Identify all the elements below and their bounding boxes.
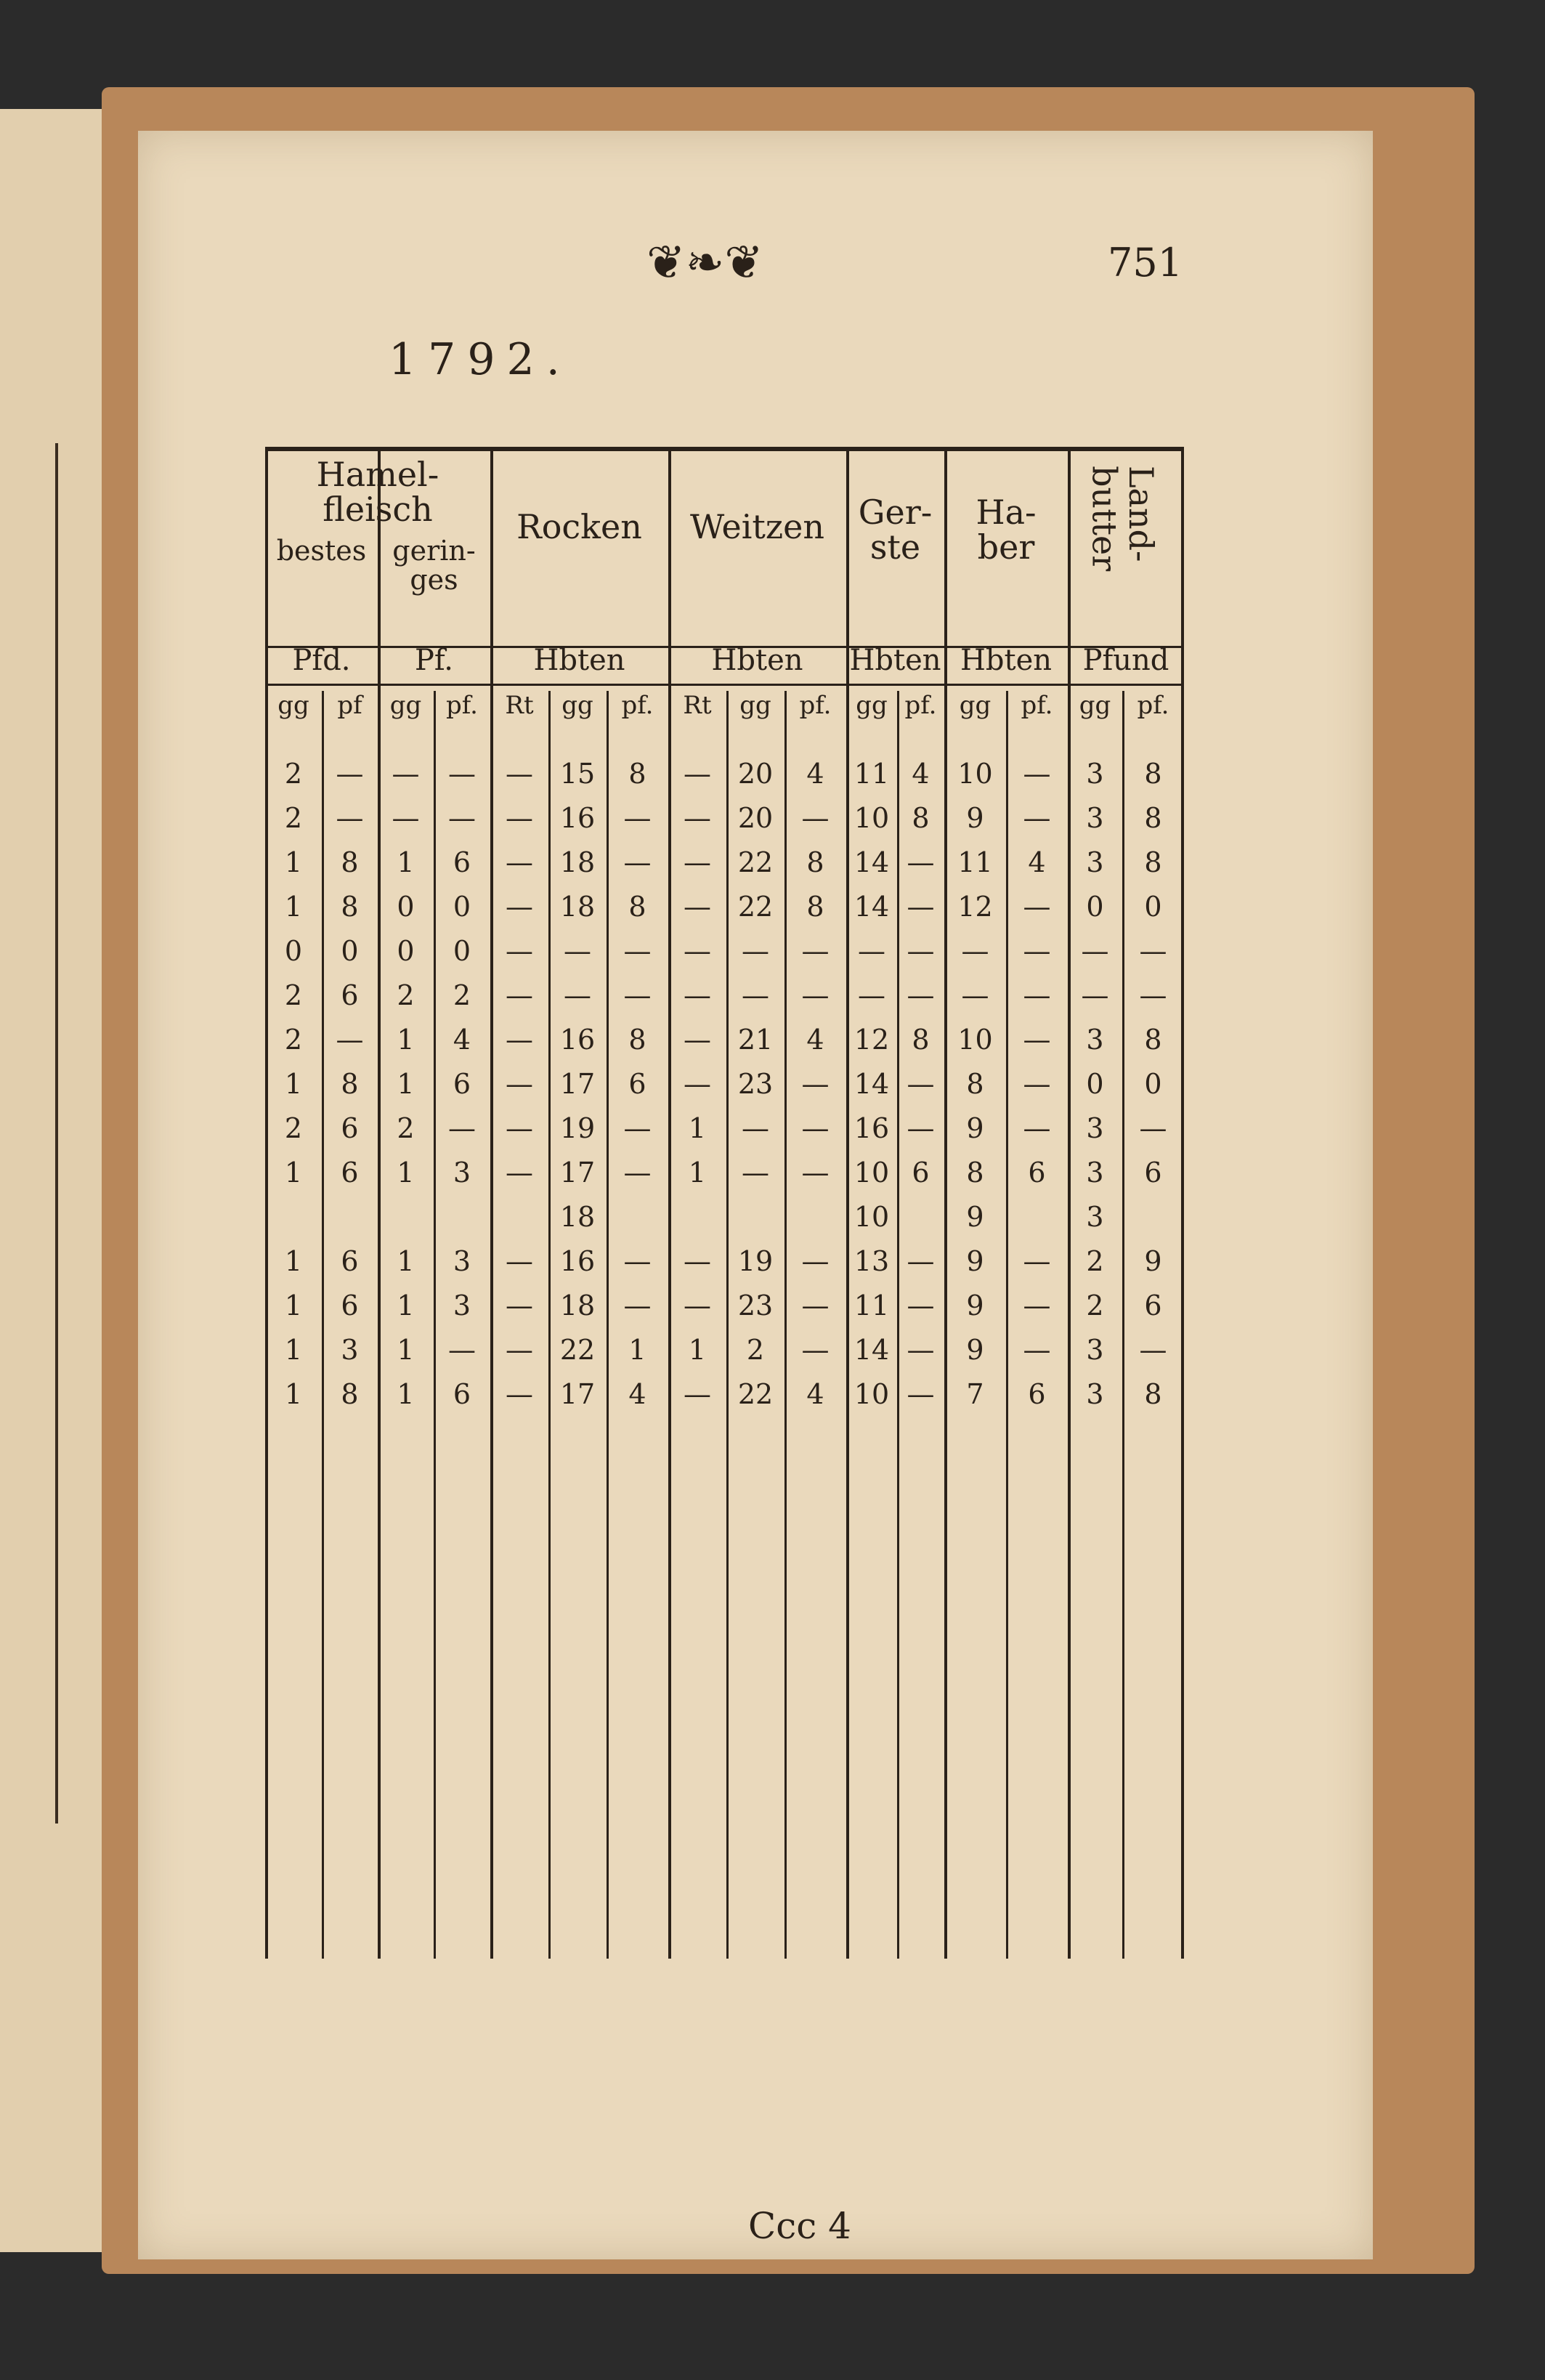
table-cell: 10	[853, 1378, 890, 1410]
table-cell: 7	[966, 1378, 984, 1410]
table-cell: —	[1023, 1245, 1051, 1277]
table-cell: 8	[628, 891, 646, 923]
table-cell: —	[907, 1068, 935, 1100]
table-cell: 1	[397, 846, 415, 878]
table-cell: 1	[397, 1157, 415, 1189]
table-cell	[784, 1196, 846, 1238]
table-cell: —	[801, 1334, 830, 1366]
table-cell: —	[1023, 802, 1051, 834]
table-cell: 1	[397, 1378, 415, 1410]
table-cell: —	[801, 1112, 830, 1144]
unit-hamel-pfd: Pfd.	[292, 644, 351, 677]
table-cell: 2	[746, 1334, 765, 1366]
table-cell: 18	[559, 1290, 596, 1321]
table-cell: 14	[853, 846, 890, 878]
header-rocken: Rocken	[516, 507, 642, 546]
table-cell: 0	[1144, 1068, 1162, 1100]
table-cell: 1	[284, 1334, 303, 1366]
table-cell: 0	[1086, 891, 1104, 923]
table-cell: 8	[341, 1378, 359, 1410]
table-cell: —	[623, 846, 652, 878]
table-cell: 6	[453, 1378, 471, 1410]
column-unit-5: gg	[561, 691, 593, 720]
table-cell: 4	[453, 1024, 471, 1056]
table-cell: 11	[853, 1290, 890, 1321]
header-hamel-geringes: gerin- ges	[392, 535, 476, 596]
table-cell: —	[1023, 1068, 1051, 1100]
table-cell: —	[336, 1024, 364, 1056]
table-cell: —	[623, 802, 652, 834]
column-unit-1: pf	[337, 691, 362, 720]
table-cell: 22	[737, 846, 774, 878]
table-cell: 3	[1086, 1378, 1104, 1410]
table-cell: 8	[628, 758, 646, 790]
table-cell: 3	[1086, 802, 1104, 834]
table-cell: 10	[853, 1201, 890, 1233]
table-cell: —	[907, 979, 935, 1011]
table-cell: 14	[853, 891, 890, 923]
table-cell: 9	[1144, 1245, 1162, 1277]
column-unit-12: gg	[959, 691, 992, 720]
table-cell: 8	[912, 1024, 930, 1056]
table-cell: 3	[1086, 846, 1104, 878]
column-unit-6: pf.	[621, 691, 654, 720]
table-cell: 0	[453, 935, 471, 967]
table-cell: 8	[1144, 1024, 1162, 1056]
table-cell: —	[684, 1378, 711, 1410]
table-cell: —	[742, 1157, 769, 1189]
table-cell: 8	[341, 846, 359, 878]
table-cell: —	[448, 758, 476, 790]
table-cell: —	[801, 1157, 830, 1189]
table-cell: 22	[559, 1334, 596, 1366]
table-cell	[1006, 1196, 1068, 1238]
table-cell: 1	[397, 1245, 415, 1277]
table-cell: —	[623, 1157, 652, 1189]
table-cell: —	[742, 935, 769, 967]
column-unit-0: gg	[277, 691, 309, 720]
table-cell: 6	[1028, 1157, 1046, 1189]
table-cell: 3	[341, 1334, 359, 1366]
table-cell: 2	[284, 802, 303, 834]
table-cell: 3	[1086, 1201, 1104, 1233]
table-cell: 8	[806, 846, 824, 878]
table-cell: —	[506, 935, 533, 967]
table-cell: 0	[397, 935, 415, 967]
table-cell: —	[506, 1245, 533, 1277]
table-cell: 8	[1144, 758, 1162, 790]
table-cell: 6	[1028, 1378, 1046, 1410]
table-cell: 1	[284, 1157, 303, 1189]
table-cell: 1	[688, 1334, 707, 1366]
table-cell: 1	[397, 1068, 415, 1100]
table-cell: —	[907, 891, 935, 923]
table-cell: 0	[1086, 1068, 1104, 1100]
table-cell: 4	[1028, 846, 1046, 878]
table-cell: 1	[284, 891, 303, 923]
table-cell: 8	[341, 1068, 359, 1100]
table-cell: —	[684, 1245, 711, 1277]
table-cell: —	[1023, 1334, 1051, 1366]
table-cell: 17	[559, 1068, 596, 1100]
column-unit-8: gg	[739, 691, 771, 720]
header-hamelfleisch: Hamel- fleisch	[316, 455, 439, 530]
table-cell: —	[907, 1334, 935, 1366]
table-cell: 4	[806, 758, 824, 790]
unit-butter: Pfund	[1082, 644, 1169, 677]
table-cell: 2	[284, 979, 303, 1011]
header-weitzen: Weitzen	[689, 507, 825, 546]
table-cell: 8	[1144, 802, 1162, 834]
table-cell: —	[858, 935, 885, 967]
table-cell: 1	[284, 1378, 303, 1410]
table-cell: 1	[284, 846, 303, 878]
table-cell: —	[858, 979, 885, 1011]
table-cell: —	[684, 1024, 711, 1056]
table-cell: 21	[737, 1024, 774, 1056]
table-cell: —	[623, 1290, 652, 1321]
table-cell: 3	[453, 1245, 471, 1277]
table-cell: —	[961, 935, 989, 967]
table-cell: 20	[737, 758, 774, 790]
table-cell: —	[801, 1245, 830, 1277]
table-cell: —	[564, 979, 591, 1011]
table-cell: 14	[853, 1334, 890, 1366]
table-cell: —	[448, 1112, 476, 1144]
table-cell: 0	[397, 891, 415, 923]
ornament-icon: ❦❧❦	[646, 236, 763, 290]
table-cell: —	[684, 979, 711, 1011]
table-cell: —	[506, 846, 533, 878]
table-cell: 8	[341, 891, 359, 923]
table-cell: 4	[806, 1024, 824, 1056]
table-cell: —	[684, 846, 711, 878]
column-unit-7: Rt	[683, 691, 712, 720]
table-cell: —	[506, 1112, 533, 1144]
table-cell: 0	[1144, 891, 1162, 923]
table-cell: 9	[966, 1112, 984, 1144]
header-haber: Ha- ber	[976, 493, 1037, 567]
table-cell	[668, 1196, 726, 1238]
table-cell: 3	[453, 1290, 471, 1321]
table-cell: 0	[341, 935, 359, 967]
table-cell: 1	[688, 1157, 707, 1189]
table-cell: 20	[737, 802, 774, 834]
table-cell: —	[448, 1334, 476, 1366]
header-hamel-bestes: bestes	[276, 535, 367, 567]
column-unit-9: pf.	[799, 691, 832, 720]
table-cell: 2	[397, 1112, 415, 1144]
table-cell: —	[392, 758, 420, 790]
table-cell: —	[1023, 979, 1051, 1011]
table-cell: 0	[453, 891, 471, 923]
price-table	[265, 447, 1184, 1959]
table-cell: 16	[853, 1112, 890, 1144]
unit-weitzen: Hbten	[711, 644, 803, 677]
table-cell: 18	[559, 1201, 596, 1233]
table-cell	[607, 1196, 668, 1238]
table-cell: 6	[341, 1157, 359, 1189]
table-cell: —	[801, 1068, 830, 1100]
table-cell: 3	[1086, 758, 1104, 790]
table-cell: —	[961, 979, 989, 1011]
table-cell: —	[506, 1290, 533, 1321]
table-cell: 6	[341, 1112, 359, 1144]
table-cell: 8	[628, 1024, 646, 1056]
table-cell: —	[1023, 758, 1051, 790]
table-cell: —	[684, 802, 711, 834]
table-cell: 22	[737, 1378, 774, 1410]
table-cell: —	[448, 802, 476, 834]
table-cell: 6	[341, 979, 359, 1011]
table-cell: 6	[341, 1245, 359, 1277]
table-cell: —	[506, 1378, 533, 1410]
table-cell: 6	[628, 1068, 646, 1100]
footer-signature: Ccc 4	[748, 2205, 851, 2247]
column-unit-2: gg	[389, 691, 422, 720]
table-cell: —	[506, 1068, 533, 1100]
table-cell: —	[1139, 979, 1167, 1011]
table-cell: —	[1023, 891, 1051, 923]
table-cell	[322, 1196, 378, 1238]
table-cell: 23	[737, 1290, 774, 1321]
table-cell: —	[742, 979, 769, 1011]
table-cell: —	[801, 802, 830, 834]
table-cell: 1	[284, 1068, 303, 1100]
table-cell: 8	[912, 802, 930, 834]
table-cell: —	[907, 1290, 935, 1321]
table-cell: —	[506, 1024, 533, 1056]
table-cell: 17	[559, 1157, 596, 1189]
header-gerste: Ger- ste	[858, 493, 933, 567]
table-cell: —	[1023, 1290, 1051, 1321]
table-cell: —	[684, 891, 711, 923]
table-cell: 9	[966, 1290, 984, 1321]
unit-gerste: Hbten	[849, 644, 941, 677]
table-cell: —	[1081, 979, 1109, 1011]
table-cell: —	[623, 935, 652, 967]
table-cell: —	[801, 979, 830, 1011]
table-cell: 14	[853, 1068, 890, 1100]
table-cell: 6	[453, 846, 471, 878]
unit-hamel-pf: Pf.	[414, 644, 453, 677]
table-cell: 16	[559, 1024, 596, 1056]
table-cell: 1	[688, 1112, 707, 1144]
table-cell	[265, 1196, 322, 1238]
table-cell: 2	[1086, 1245, 1104, 1277]
table-cell	[897, 1196, 944, 1238]
table-cell: 0	[284, 935, 303, 967]
table-cell: 2	[284, 758, 303, 790]
table-cell: 6	[341, 1290, 359, 1321]
table-cell: 8	[1144, 846, 1162, 878]
table-cell: —	[684, 935, 711, 967]
table-cell: 16	[559, 802, 596, 834]
table-cell: —	[506, 891, 533, 923]
table-cell: —	[801, 1290, 830, 1321]
table-cell: —	[907, 1378, 935, 1410]
table-cell: 8	[806, 891, 824, 923]
table-cell: —	[623, 1112, 652, 1144]
table-cell: 10	[853, 1157, 890, 1189]
table-cell: 1	[397, 1024, 415, 1056]
table-cell	[1122, 1196, 1184, 1238]
table-cell: 12	[853, 1024, 890, 1056]
table-cell: 6	[453, 1068, 471, 1100]
table-cell: 3	[1086, 1157, 1104, 1189]
table-cell: 3	[1086, 1334, 1104, 1366]
table-cell: 16	[559, 1245, 596, 1277]
table-cell: 4	[628, 1378, 646, 1410]
table-cell: 3	[1086, 1024, 1104, 1056]
column-unit-15: pf.	[1137, 691, 1169, 720]
table-cell: —	[1139, 1334, 1167, 1366]
table-cell: —	[392, 802, 420, 834]
table-cell: 2	[1086, 1290, 1104, 1321]
table-cell: —	[907, 1245, 935, 1277]
table-cell: 2	[397, 979, 415, 1011]
unit-rocken: Hbten	[533, 644, 625, 677]
table-cell: —	[506, 1334, 533, 1366]
table-cell: —	[684, 1068, 711, 1100]
table-cell: —	[506, 979, 533, 1011]
table-cell: 10	[957, 758, 993, 790]
table-cell: —	[623, 1245, 652, 1277]
table-cell: —	[801, 935, 830, 967]
table-cell: 11	[957, 846, 993, 878]
table-cell: 6	[1144, 1290, 1162, 1321]
table-cell: 3	[1086, 1112, 1104, 1144]
column-unit-14: gg	[1079, 691, 1111, 720]
table-cell	[726, 1196, 784, 1238]
table-cell: 6	[1144, 1157, 1162, 1189]
table-cell: 8	[966, 1068, 984, 1100]
column-unit-13: pf.	[1021, 691, 1053, 720]
table-cell: 1	[397, 1334, 415, 1366]
table-cell: 8	[1144, 1378, 1162, 1410]
table-cell: 6	[912, 1157, 930, 1189]
table-cell: —	[742, 1112, 769, 1144]
table-cell: 19	[737, 1245, 774, 1277]
table-cell: 9	[966, 1201, 984, 1233]
table-cell: 4	[806, 1378, 824, 1410]
table-cell: 18	[559, 891, 596, 923]
table-cell: 19	[559, 1112, 596, 1144]
table-cell: —	[506, 758, 533, 790]
table-cell: 1	[284, 1290, 303, 1321]
table-cell	[490, 1196, 548, 1238]
table-cell: 2	[284, 1024, 303, 1056]
table-cell: —	[907, 846, 935, 878]
column-unit-10: gg	[856, 691, 888, 720]
table-cell: —	[684, 758, 711, 790]
table-cell: 1	[397, 1290, 415, 1321]
table-cell: 15	[559, 758, 596, 790]
table-cell: 9	[966, 1334, 984, 1366]
year-heading: 1792.	[389, 334, 572, 385]
table-cell: 10	[853, 802, 890, 834]
table-cell: 2	[284, 1112, 303, 1144]
table-cell: —	[564, 935, 591, 967]
table-cell: 22	[737, 891, 774, 923]
table-cell: —	[907, 1112, 935, 1144]
table-cell: 4	[912, 758, 930, 790]
unit-haber: Hbten	[960, 644, 1052, 677]
page-number: 751	[1108, 240, 1183, 286]
table-cell	[434, 1196, 490, 1238]
table-cell: —	[1081, 935, 1109, 967]
table-cell: 18	[559, 846, 596, 878]
table-cell: —	[506, 1157, 533, 1189]
column-unit-11: pf.	[904, 691, 937, 720]
table-cell: —	[684, 1290, 711, 1321]
column-unit-4: Rt	[505, 691, 534, 720]
table-cell: 23	[737, 1068, 774, 1100]
column-unit-3: pf.	[446, 691, 478, 720]
table-cell: 9	[966, 802, 984, 834]
table-cell: 12	[957, 891, 993, 923]
header-landbutter: Land- butter	[1084, 466, 1161, 572]
table-cell: 2	[453, 979, 471, 1011]
table-cell: 3	[453, 1157, 471, 1189]
table-cell: —	[1139, 1112, 1167, 1144]
table-cell: —	[336, 802, 364, 834]
table-cell: —	[907, 935, 935, 967]
table-cell: —	[1023, 935, 1051, 967]
table-cell: 10	[957, 1024, 993, 1056]
table-cell: —	[623, 979, 652, 1011]
table-cell: —	[1139, 935, 1167, 967]
table-cell: —	[336, 758, 364, 790]
table-cell: 13	[853, 1245, 890, 1277]
table-cell: —	[1023, 1024, 1051, 1056]
table-cell: —	[1023, 1112, 1051, 1144]
table-cell: 1	[628, 1334, 646, 1366]
table-cell: —	[506, 802, 533, 834]
table-cell: 11	[853, 758, 890, 790]
table-cell: 9	[966, 1245, 984, 1277]
table-cell: 1	[284, 1245, 303, 1277]
table-cell	[378, 1196, 434, 1238]
table-cell: 17	[559, 1378, 596, 1410]
table-cell: 8	[966, 1157, 984, 1189]
